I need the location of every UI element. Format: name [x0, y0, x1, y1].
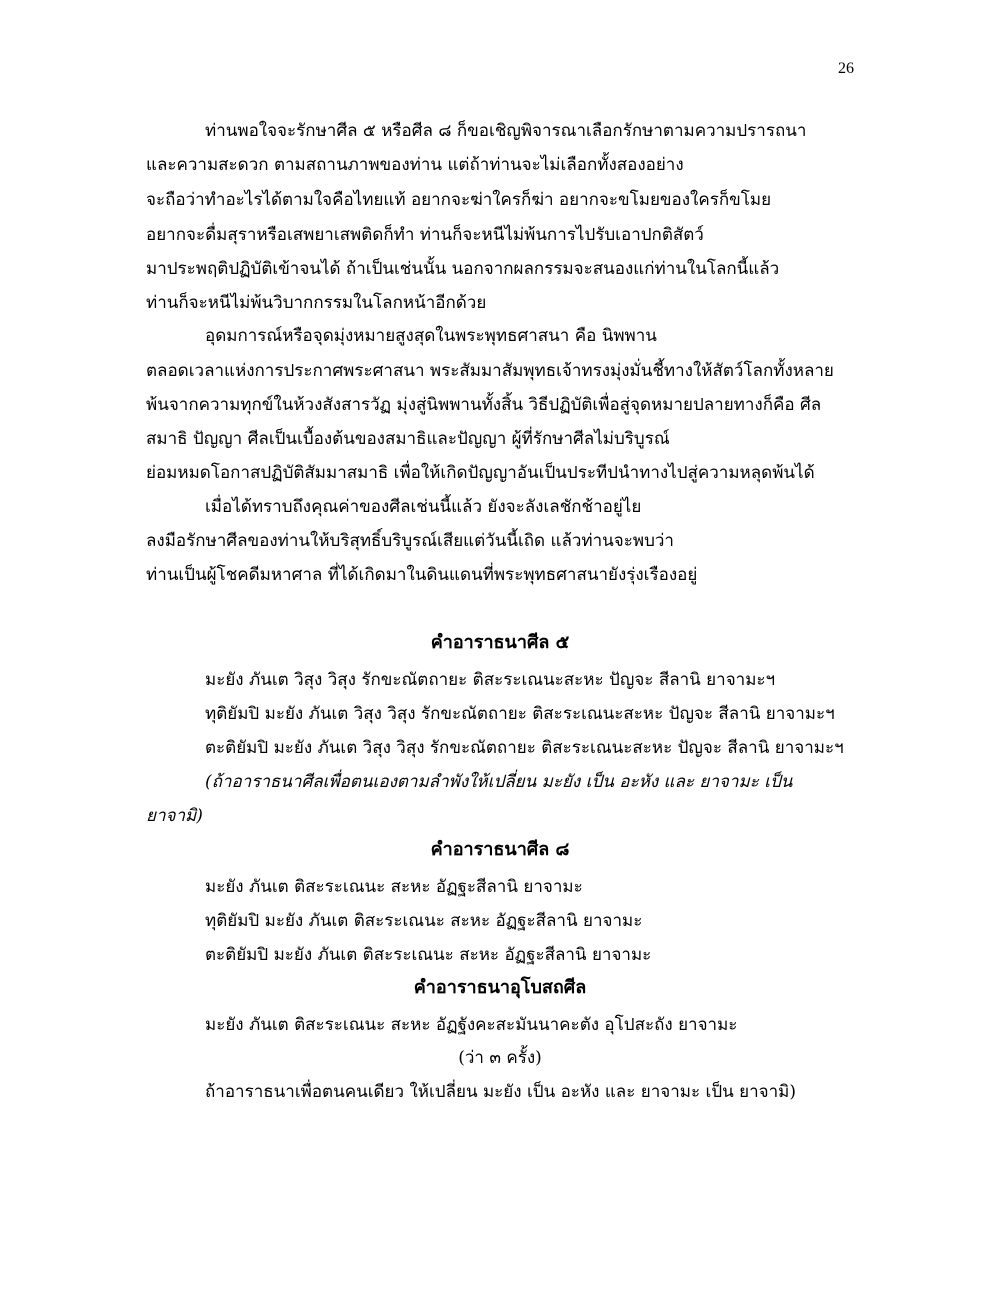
- paragraph-line: ตลอดเวลาแห่งการประกาศพระศาสนา พระสัมมาสัมพุทธเจ้าทรงมุ่งมั่นชี้ทางให้สัตว์โลกทั้งหลาย: [146, 361, 834, 381]
- paragraph-line: อุดมการณ์หรือจุดมุ่งหมายสูงสุดในพระพุทธศาสนา คือ นิพพาน: [205, 326, 657, 346]
- paragraph-line: มาประพฤติปฏิบัติเข้าจนได้ ถ้าเป็นเช่นนั้น นอกจากผลกรรมจะสนองแก่ท่านในโลกนี้แล้ว: [146, 259, 780, 279]
- paragraph-line: ท่านพอใจจะรักษาศีล ๕ หรือศีล ๘ ก็ขอเชิญพิจารณาเลือกรักษาตามความปรารถนา: [205, 121, 807, 141]
- section-heading: คำอาราธนาอุโบสถศีล: [413, 977, 587, 998]
- paragraph-line: อยากจะดื่มสุราหรือเสพยาเสพติดก็ทำ ท่านก็จะหนีไม่พ้นการไปรับเอาปกติสัตว์: [146, 225, 704, 245]
- paragraph-line: สมาธิ ปัญญา ศีลเป็นเบื้องต้นของสมาธิและปัญญา ผู้ที่รักษาศีลไม่บริบูรณ์: [146, 429, 670, 449]
- paragraph-line: ท่านก็จะหนีไม่พ้นวิบากกรรมในโลกหน้าอีกด้วย: [146, 293, 487, 313]
- paragraph-line: จะถือว่าทำอะไรได้ตามใจคือไทยแท้ อยากจะฆ่าใครก็ฆ่า อยากจะขโมยของใครก็ขโมย: [146, 190, 772, 210]
- note-line: ยาจามิ): [146, 806, 203, 826]
- paragraph-line: และความสะดวก ตามสถานภาพของท่าน แต่ถ้าท่านจะไม่เลือกทั้งสองอย่าง: [146, 155, 684, 175]
- section-heading: คำอาราธนาศีล ๘: [430, 839, 570, 860]
- chant-line: ตะติยัมปิ มะยัง ภันเต วิสุง วิสุง รักขะณัตถายะ ติสะระเณนะสะหะ ปัญจะ สีลานิ ยาจามะฯ: [205, 738, 844, 758]
- paragraph-line: ลงมือรักษาศีลของท่านให้บริสุทธิ์บริบูรณ์เสียแต่วันนี้เถิด แล้วท่านจะพบว่า: [146, 531, 674, 551]
- chant-line: มะยัง ภันเต ติสะระเณนะ สะหะ อัฏฐังคะสะมันนาคะตัง อุโปสะถัง ยาจามะ: [205, 1015, 738, 1035]
- paragraph-line: พ้นจากความทุกข์ในห้วงสังสารวัฏ มุ่งสู่นิพพานทั้งสิ้น วิธีปฏิบัติเพื่อสู่จุดหมายปลายทางก็คือ ศีล: [146, 395, 822, 415]
- chant-line: ตะติยัมปิ มะยัง ภันเต ติสะระเณนะ สะหะ อัฏฐะสีลานิ ยาจามะ: [205, 945, 652, 965]
- note-line: ถ้าอาราธนาเพื่อตนคนเดียว ให้เปลี่ยน มะยัง เป็น อะหัง และ ยาจามะ เป็น ยาจามิ): [205, 1082, 796, 1102]
- chant-line: ทุติยัมปิ มะยัง ภันเต วิสุง วิสุง รักขะณัตถายะ ติสะระเณนะสะหะ ปัญจะ สีลานิ ยาจามะฯ: [205, 704, 835, 724]
- paragraph-line: ย่อมหมดโอกาสปฏิบัติสัมมาสมาธิ เพื่อให้เกิดปัญญาอันเป็นประทีปนำทางไปสู่ความหลุดพ้นได้: [146, 463, 815, 483]
- note-line: (ถ้าอาราธนาศีลเพื่อตนเองตามลำพังให้เปลี่ยน มะยัง เป็น อะหัง และ ยาจามะ เป็น: [205, 772, 793, 792]
- chant-line: ทุติยัมปิ มะยัง ภันเต ติสะระเณนะ สะหะ อัฏฐะสีลานิ ยาจามะ: [205, 911, 643, 931]
- paragraph-line: เมื่อได้ทราบถึงคุณค่าของศีลเช่นนี้แล้ว ยังจะลังเลชักช้าอยู่ไย: [205, 497, 642, 517]
- section-heading: คำอาราธนาศีล ๕: [430, 632, 570, 653]
- paragraph-line: ท่านเป็นผู้โชคดีมหาศาล ที่ได้เกิดมาในดินแดนที่พระพุทธศาสนายังรุ่งเรืองอยู่: [146, 565, 698, 585]
- chant-line: มะยัง ภันเต วิสุง วิสุง รักขะณัตถายะ ติสะระเณนะสะหะ ปัญจะ สีลานิ ยาจามะฯ: [205, 670, 776, 690]
- page-number: 26: [838, 60, 854, 77]
- repeat-instruction: (ว่า ๓ ครั้ง): [458, 1048, 542, 1068]
- chant-line: มะยัง ภันเต ติสะระเณนะ สะหะ อัฏฐะสีลานิ ยาจามะ: [205, 877, 583, 897]
